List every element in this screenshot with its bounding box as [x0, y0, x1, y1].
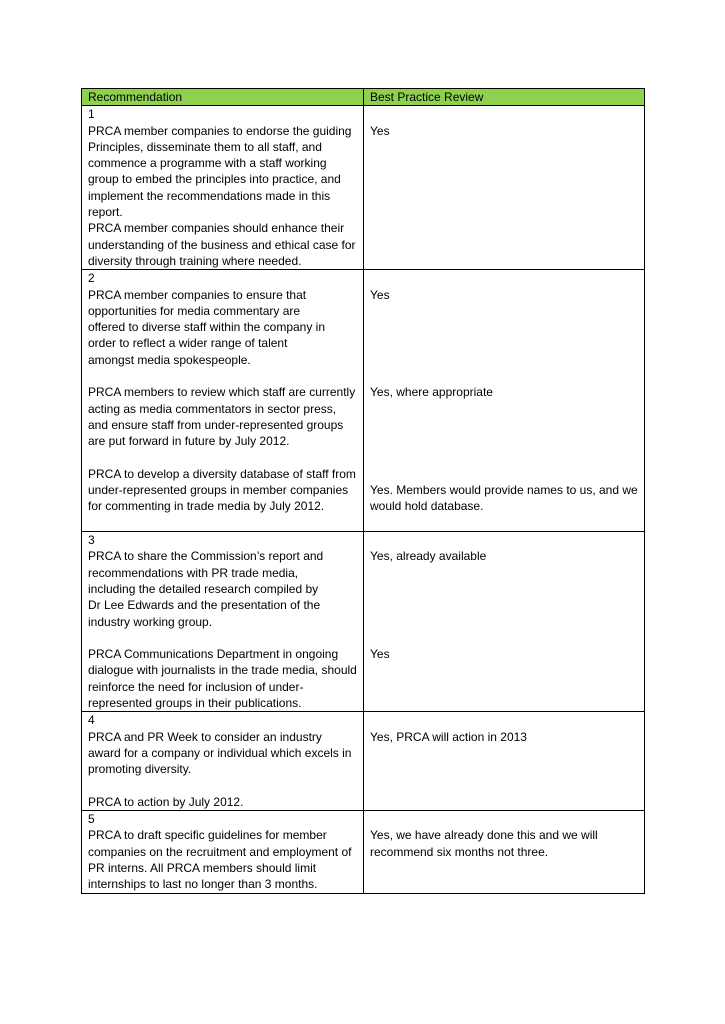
recommendation-text: PRCA to share the Commission’s report and recommendations with PR trade media, including the detailed research compiled by Dr Lee Edwards and the presentation of the industry working group. [88, 549, 324, 629]
table-row [82, 811, 645, 893]
table-row [82, 532, 645, 712]
review-cell [364, 270, 645, 532]
recommendation-text: PRCA member companies to endorse the guiding Principles, disseminate them to all staff, and commence a programme with a staff working group to embed the principles into practice, and implement the recommendations made in this report. [88, 123, 352, 220]
table-header-row [82, 89, 645, 106]
review-cell [364, 106, 645, 270]
recommendation-cell [82, 270, 364, 532]
review-text: Yes, already available [370, 549, 487, 564]
recommendation-cell [82, 532, 364, 712]
review-text: Yes, PRCA will action in 2013 [370, 729, 527, 744]
row-number: 3 [88, 533, 95, 548]
review-cell [364, 532, 645, 712]
table-row [82, 270, 645, 532]
review-cell [364, 712, 645, 811]
table-row [82, 106, 645, 270]
row-number: 1 [88, 107, 95, 122]
recommendation-text: PRCA to draft specific guidelines for member companies on the recruitment and employment of PR interns. All PRCA members should limit internships to last no longer than 3 months. [88, 828, 352, 892]
review-cell [364, 811, 645, 893]
recommendation-text: PRCA members to review which staff are currently acting as media commentators in sector press, and ensure staff from under-represented groups are put forward in future by July 2012. [88, 385, 356, 449]
recommendation-cell [82, 106, 364, 270]
recommendation-text: PRCA member companies should enhance their understanding of the business and ethical case for diversity through training where needed. [88, 221, 356, 268]
header-best-practice-review: Best Practice Review [364, 89, 645, 106]
review-text: Yes [370, 287, 390, 302]
row-number: 4 [88, 713, 95, 728]
review-text: Yes, where appropriate [370, 385, 493, 400]
recommendation-text: PRCA to develop a diversity database of staff from under-represented groups in member companies for commenting in trade media by July 2012. [88, 466, 356, 514]
recommendation-cell [82, 811, 364, 893]
recommendation-text: PRCA and PR Week to consider an industry award for a company or individual which excels in promoting diversity. [88, 729, 352, 777]
review-text: Yes [370, 647, 390, 662]
review-text: Yes. Members would provide names to us, and we would hold database. [370, 483, 638, 514]
table-row [82, 712, 645, 811]
header-recommendation: Recommendation [82, 89, 364, 106]
row-number: 5 [88, 812, 95, 827]
recommendation-text: PRCA to action by July 2012. [88, 794, 244, 809]
recommendations-table [81, 88, 645, 894]
review-text: Yes, we have already done this and we will recommend six months not three. [370, 828, 598, 859]
recommendation-text: PRCA member companies to ensure that opportunities for media commentary are offered to diverse staff within the company in order to reflect a wider range of talent amongst media spokespeople. [88, 287, 326, 367]
review-text: Yes [370, 123, 390, 138]
recommendation-text: PRCA Communications Department in ongoing dialogue with journalists in the trade media, should reinforce the need for inclusion of under-represented groups in their publications. [88, 647, 357, 710]
row-number: 2 [88, 271, 95, 286]
recommendation-cell [82, 712, 364, 811]
